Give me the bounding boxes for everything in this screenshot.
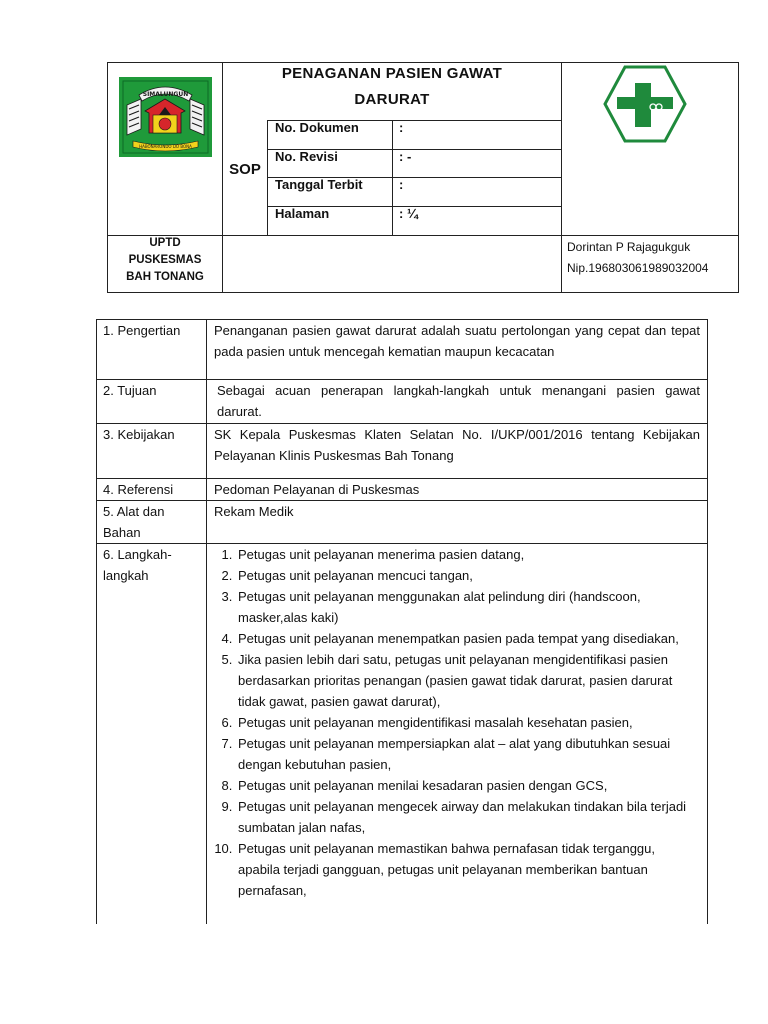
step-item: 3. Petugas unit pelayanan menggunakan alat pelindung diri (handscoon, masker,alas kaki): [236, 586, 700, 628]
sop-content: [96, 319, 708, 924]
row-label-purpose: 2. Tujuan: [97, 380, 207, 424]
health-center-logo: [599, 63, 691, 145]
title-line-2: DARURAT: [354, 91, 430, 108]
title-line-1: PENAGANAN PASIEN GAWAT: [281, 65, 503, 82]
sop-header: [107, 62, 739, 293]
meta-value-document-number: :: [399, 120, 404, 135]
health-cross-icon: [599, 63, 691, 145]
row-label-tools-text: 5. Alat dan Bahan: [103, 504, 165, 540]
org-line-3: BAH TONANG: [126, 271, 204, 283]
meta-label-page: Halaman: [275, 206, 330, 221]
regency-logo: [119, 77, 212, 157]
svg-text:SIMALUNGUN: SIMALUNGUN: [142, 91, 189, 98]
table-row: [97, 501, 708, 544]
row-steps: [207, 544, 708, 925]
table-row: [97, 424, 708, 479]
row-label-steps: [97, 544, 207, 925]
steps-list: [214, 544, 700, 901]
document-title: [223, 61, 561, 113]
row-text-definition: Penanganan pasien gawat darurat adalah suatu pertolongan yang cepat dan tepat pada pasien untuk mencegah kematian maupun kecacatan: [207, 320, 708, 380]
step-item: 2. Petugas unit pelayanan mencuci tangan,: [236, 565, 700, 586]
org-line-2: PUSKESMAS: [128, 254, 202, 266]
step-item: 1. Petugas unit pelayanan menerima pasien datang,: [236, 544, 700, 565]
row-text-tools: Rekam Medik: [207, 501, 708, 544]
meta-value-page: : ¼: [399, 206, 418, 221]
step-item: 8. Petugas unit pelayanan menilai kesadaran pasien dengan GCS,: [236, 775, 700, 796]
step-item: 4. Petugas unit pelayanan menempatkan pasien pada tempat yang disediakan,: [236, 628, 700, 649]
sop-table: [96, 319, 708, 924]
row-text-reference: Pedoman Pelayanan di Puskesmas: [207, 479, 708, 501]
signer-name: Dorintan P Rajagukguk: [567, 240, 691, 254]
organization-name: [108, 235, 222, 286]
row-text-policy: SK Kepala Puskesmas Klaten Selatan No. I/UKP/001/2016 tentang Kebijakan Pelayanan Klinis Puskesmas Bah Tonang: [207, 424, 708, 479]
regency-emblem-icon: [119, 77, 212, 157]
row-label-reference: 4. Referensi: [97, 479, 207, 501]
row-label-policy: 3. Kebijakan: [97, 424, 207, 479]
sop-label: SOP: [229, 161, 261, 178]
signer-nip: Nip.196803061989032004: [567, 261, 709, 275]
signer-block: [567, 237, 708, 279]
meta-label-document-number: No. Dokumen: [275, 120, 359, 135]
meta-label-revision: No. Revisi: [275, 149, 338, 164]
meta-value-issue-date: :: [399, 177, 404, 192]
step-item: 9. Petugas unit pelayanan mengecek airway dan melakukan tindakan bila terjadi sumbatan jalan nafas,: [236, 796, 700, 838]
step-item: 7. Petugas unit pelayanan mempersiapkan alat – alat yang dibutuhkan sesuai dengan kebutuhan pasien,: [236, 733, 700, 775]
step-item: 6. Petugas unit pelayanan mengidentifikasi masalah kesehatan pasien,: [236, 712, 700, 733]
meta-label-issue-date: Tanggal Terbit: [275, 177, 363, 192]
table-row: [97, 380, 708, 424]
row-text-purpose: Sebagai acuan penerapan langkah-langkah untuk menangani pasien gawat darurat.: [207, 380, 708, 424]
row-label-definition: 1. Pengertian: [97, 320, 207, 380]
meta-value-revision: : -: [399, 149, 412, 164]
table-row: [97, 320, 708, 380]
step-item: 10. Petugas unit pelayanan memastikan bahwa pernafasan tidak terganggu, apabila terjadi gangguan, petugas unit pelayanan memberikan bantuan pernafasan,: [236, 838, 700, 901]
table-row: [97, 544, 708, 925]
table-row: [97, 479, 708, 501]
row-label-tools: [97, 501, 207, 544]
org-line-1: UPTD: [149, 237, 181, 249]
row-label-steps-text: 6. Langkah-langkah: [103, 547, 172, 583]
svg-text:HABONARONDO DO BONA: HABONARONDO DO BONA: [139, 144, 192, 149]
step-item: 5. Jika pasien lebih dari satu, petugas unit pelayanan mengidentifikasi pasien berdasarkan prioritas penangan (pasien gawat tidak darurat, pasien darurat tidak gawat, pasien gawat darurat),: [236, 649, 700, 712]
